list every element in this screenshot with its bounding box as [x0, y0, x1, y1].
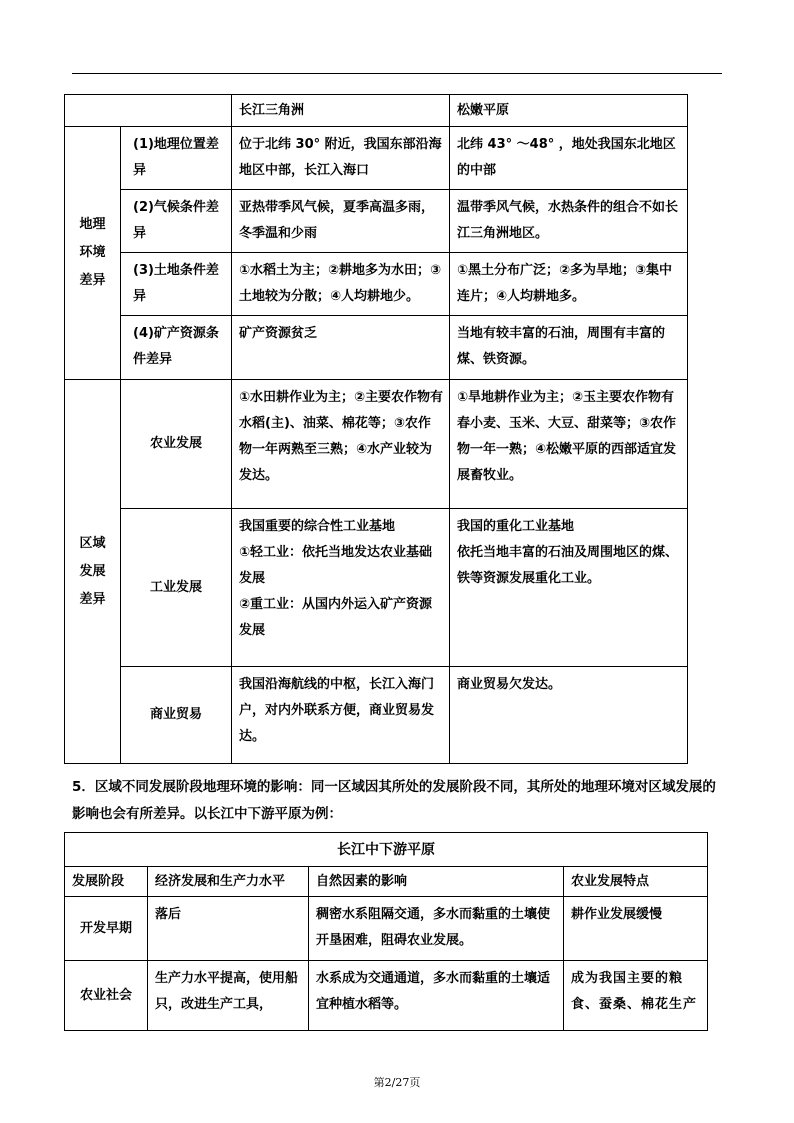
- agri-cell: 成为我国主要的粮食、蚕桑、棉花生产: [564, 961, 708, 1031]
- stage-cell: 农业社会: [65, 961, 148, 1031]
- group-label-dev: 区域 发展 差异: [65, 380, 121, 764]
- songnen-cell: 北纬 43° ～48° ，地处我国东北地区的中部: [450, 127, 688, 190]
- text-line: ①轻工业：依托当地发达农业基础发展: [239, 545, 433, 586]
- header-cell: 发展阶段: [65, 867, 148, 897]
- comparison-table: [64, 94, 688, 764]
- yangtze-cell: ①水稻土为主；②耕地多为水田；③土地较为分散；④人均耕地少。: [232, 253, 450, 316]
- yangtze-cell: 位于北纬 30° 附近，我国东部沿海地区中部，长江入海口: [232, 127, 450, 190]
- group-label-geo: 地理 环境 差异: [65, 127, 121, 380]
- header-cell: 经济发展和生产力水平: [148, 867, 309, 897]
- factor-cell: (3)土地条件差异: [121, 253, 232, 316]
- table-row: [65, 190, 688, 253]
- table-row: [65, 380, 688, 509]
- yangtze-cell: 我国沿海航线的中枢，长江入海门户，对内外联系方便，商业贸易发达。: [232, 667, 450, 764]
- nature-cell: 水系成为交通通道，多水而黏重的土壤适宜种植水稻等。: [309, 961, 564, 1031]
- page-number: 第2/27页: [373, 1076, 421, 1089]
- yangtze-cell: [232, 509, 450, 667]
- table-title-row: [65, 833, 708, 867]
- table-row: [65, 509, 688, 667]
- songnen-cell: 商业贸易欠发达。: [450, 667, 688, 764]
- table-row: [65, 961, 708, 1031]
- factor-cell: 商业贸易: [121, 667, 232, 764]
- header-yangtze: 长江三角洲: [232, 95, 450, 127]
- header-blank: [65, 95, 232, 127]
- text-line: 依托当地丰富的石油及周围地区的煤、铁等资源发展重化工业。: [457, 545, 679, 586]
- factor-cell: (2)气候条件差异: [121, 190, 232, 253]
- factor-cell: (4)矿产资源条件差异: [121, 316, 232, 380]
- agri-cell: 耕作业发展缓慢: [564, 897, 708, 961]
- text-line: 我国的重化工业基地: [457, 519, 575, 534]
- factor-cell: (1)地理位置差异: [121, 127, 232, 190]
- songnen-cell: 温带季风气候，水热条件的组合不如长江三角洲地区。: [450, 190, 688, 253]
- table-row: [65, 316, 688, 380]
- table-header-row: [65, 95, 688, 127]
- nature-cell: 稠密水系阻隔交通，多水而黏重的土壤使开垦困难，阻碍农业发展。: [309, 897, 564, 961]
- stage-cell: 开发早期: [65, 897, 148, 961]
- songnen-cell: ①黑土分布广泛；②多为旱地；③集中连片；④人均耕地多。: [450, 253, 688, 316]
- table-header-row: [65, 867, 708, 897]
- header-songnen: 松嫩平原: [450, 95, 688, 127]
- songnen-cell: ①旱地耕作业为主；②玉主要农作物有春小麦、玉米、大豆、甜菜等；③农作物一年一熟；④松嫩平原的西部适宜发展畜牧业。: [450, 380, 688, 509]
- yangtze-cell: ①水田耕作业为主；②主要农作物有水稻(主)、油菜、棉花等；③农作物一年两熟至三熟；④水产业较为发达。: [232, 380, 450, 509]
- section-paragraph: 5．区域不同发展阶段地理环境的影响：同一区域因其所处的发展阶段不同，其所处的地理环境对区域发展的影响也会有所差异。以长江中下游平原为例：: [72, 779, 716, 822]
- factor-cell: 工业发展: [121, 509, 232, 667]
- text-line: 我国重要的综合性工业基地: [239, 519, 396, 534]
- table-row: [65, 897, 708, 961]
- header-rule: [72, 73, 722, 74]
- stage-table: [64, 832, 708, 1031]
- table-row: [65, 667, 688, 764]
- economy-cell: 生产力水平提高，使用船只，改进生产工具，: [148, 961, 309, 1031]
- header-cell: 农业发展特点: [564, 867, 708, 897]
- table-title: 长江中下游平原: [65, 833, 708, 867]
- factor-cell: 农业发展: [121, 380, 232, 509]
- text-line: ②重工业：从国内外运入矿产资源发展: [239, 597, 433, 638]
- yangtze-cell: 矿产资源贫乏: [232, 316, 450, 380]
- yangtze-cell: 亚热带季风气候，夏季高温多雨，冬季温和少雨: [232, 190, 450, 253]
- table-row: [65, 127, 688, 190]
- songnen-cell: [450, 509, 688, 667]
- table-row: [65, 253, 688, 316]
- songnen-cell: 当地有较丰富的石油，周围有丰富的煤、铁资源。: [450, 316, 688, 380]
- header-cell: 自然因素的影响: [309, 867, 564, 897]
- economy-cell: 落后: [148, 897, 309, 961]
